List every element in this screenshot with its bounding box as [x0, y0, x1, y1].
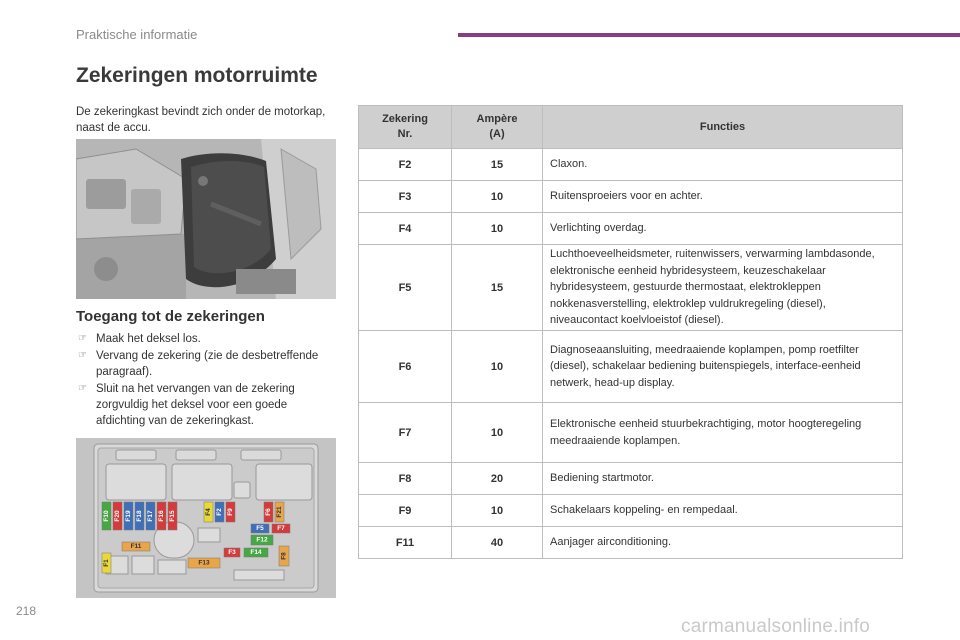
fuse-label-f7: F7 [277, 525, 285, 532]
fuse-number: F11 [359, 527, 452, 559]
fuse-number: F7 [359, 403, 452, 463]
fuse-function: Elektronische eenheid stuurbekrachtiging, motor hoogteregeling meedraaiende koplampen. [543, 403, 903, 463]
fuse-number: F2 [359, 149, 452, 181]
fuse-box-illustration [76, 438, 336, 598]
step-text: Sluit na het vervangen van de zekering zorgvuldig het deksel voor een goede afdichting van de zekeringkast. [96, 383, 295, 427]
list-item [76, 331, 338, 347]
fuse-label-f10: F10 [103, 510, 110, 522]
header-text: Zekering Nr. [382, 113, 428, 140]
fuse-number: F6 [359, 331, 452, 403]
fuse-label-f13: F13 [198, 559, 210, 567]
list-item [76, 381, 338, 429]
fuse-number: F9 [359, 495, 452, 527]
fuse-function: Bediening startmotor. [543, 463, 903, 495]
fuse-ampere: 10 [452, 213, 543, 245]
fuse-ampere: 15 [452, 245, 543, 331]
fuse-function: Claxon. [543, 149, 903, 181]
fuse-label-f21: F21 [276, 506, 283, 518]
intro-text: De zekeringkast bevindt zich onder de motorkap, naast de accu. [76, 106, 326, 134]
fuse-label-f1: F1 [103, 559, 110, 567]
fuse-label-f2: F2 [216, 508, 223, 516]
section-header: Praktische informatie [76, 27, 198, 42]
fuse-function: Schakelaars koppeling- en rempedaal. [543, 495, 903, 527]
engine-bay-photo [76, 139, 336, 299]
fuse-function: Luchthoeveelheidsmeter, ruitenwissers, verwarming lambdasonde, elektronische eenheid hybridesysteem, keuzeschakelaar hybridesysteem, gestuurde thermostaat, elektrokleppen nokkenasverstelling, elektroklep vuldrukregeling (diesel), niveaucontact koelvloeistof (diesel). [543, 245, 903, 331]
column-header-functions: Functies [543, 106, 903, 149]
table-row [359, 213, 903, 245]
engine-bay-illustration [76, 139, 336, 299]
fuse-function: Verlichting overdag. [543, 213, 903, 245]
fuse-label-f15: F15 [169, 510, 176, 522]
table-row [359, 495, 903, 527]
table-row [359, 463, 903, 495]
step-text: Vervang de zekering (zie de desbetreffende paragraaf). [96, 350, 319, 378]
fuse-label-f16: F16 [158, 510, 165, 522]
hand-pointer-icon: ☞ [78, 333, 87, 344]
fuse-ampere: 10 [452, 331, 543, 403]
column-header-ampere [452, 106, 543, 149]
fuse-label-f17: F17 [147, 510, 154, 522]
fuse-ampere: 15 [452, 149, 543, 181]
header-text: Ampère (A) [476, 113, 518, 140]
fuse-label-f18: F18 [136, 510, 143, 522]
fuse-label-f19: F19 [125, 510, 132, 522]
fuse-label-f12: F12 [256, 536, 268, 544]
header-accent-bar [458, 33, 960, 37]
fuse-ampere: 40 [452, 527, 543, 559]
access-section-title: Toegang tot de zekeringen [76, 308, 265, 325]
fuse-label-f5: F5 [256, 525, 264, 532]
fuse-number: F4 [359, 213, 452, 245]
fuse-box-diagram [76, 438, 336, 598]
fuse-table [358, 105, 903, 559]
fuse-ampere: 10 [452, 495, 543, 527]
fuse-label-f4: F4 [205, 508, 212, 516]
fuse-ampere: 10 [452, 181, 543, 213]
fuse-ampere: 20 [452, 463, 543, 495]
table-row [359, 245, 903, 331]
fuse-label-f3: F3 [228, 549, 236, 556]
fuse-label-f20: F20 [114, 510, 121, 522]
fuse-label-f6: F6 [265, 508, 272, 516]
watermark: carmanualsonline.info [681, 616, 871, 637]
fuse-ampere: 10 [452, 403, 543, 463]
table-row [359, 527, 903, 559]
page-title: Zekeringen motorruimte [76, 64, 318, 87]
fuse-label-f11: F11 [130, 543, 142, 550]
list-item [76, 348, 338, 380]
table-row [359, 403, 903, 463]
table-row [359, 331, 903, 403]
fuse-number: F5 [359, 245, 452, 331]
fuse-function: Diagnoseaansluiting, meedraaiende koplampen, pomp roetfilter (diesel), schakelaar bediening buitenspiegels, interface-eenheid netwerk, head-up display. [543, 331, 903, 403]
step-text: Maak het deksel los. [96, 333, 201, 345]
fuse-label-f14: F14 [250, 549, 262, 556]
fuse-number: F8 [359, 463, 452, 495]
table-row [359, 181, 903, 213]
hand-pointer-icon: ☞ [78, 383, 87, 394]
fuse-label-f9: F9 [227, 508, 234, 516]
hand-pointer-icon: ☞ [78, 350, 87, 361]
column-header-fuse-no [359, 106, 452, 149]
page-number: 218 [16, 604, 37, 618]
fuse-number: F3 [359, 181, 452, 213]
fuse-function: Ruitensproeiers voor en achter. [543, 181, 903, 213]
fuse-function: Aanjager airconditioning. [543, 527, 903, 559]
fuse-label-f8: F8 [280, 552, 288, 560]
access-steps-list [76, 331, 338, 430]
table-header-row [359, 106, 903, 149]
table-row [359, 149, 903, 181]
